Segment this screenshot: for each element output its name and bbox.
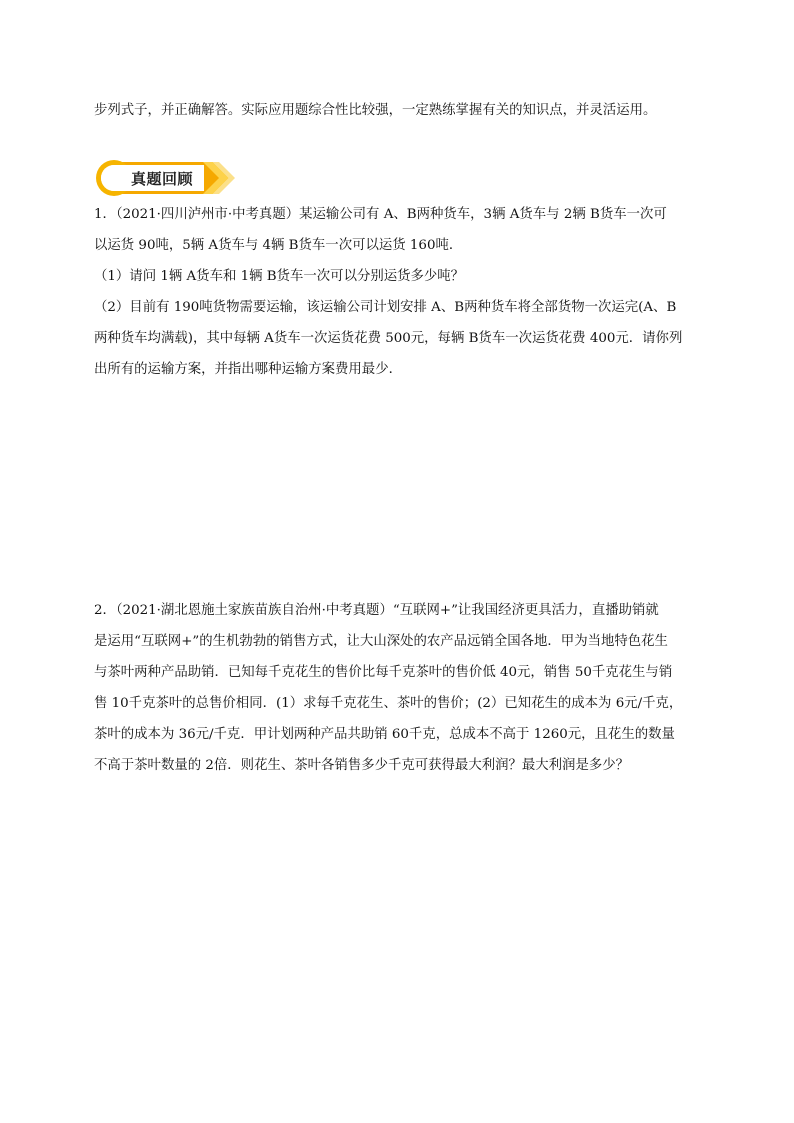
question-line: 不高于茶叶数量的 2倍．则花生、茶叶各销售多少千克可获得最大利润？最大利润是多少？ <box>94 758 630 773</box>
question-line: 以运货 90吨，5辆 A货车与 4辆 B货车一次可以运货 160吨． <box>94 238 463 253</box>
question-line: 两种货车均满载)，其中每辆 A货车一次运货花费 500元，每辆 B货车一次运货花费 400元．请你列 <box>94 331 683 346</box>
question-line: （2）目前有 190吨货物需要运输，该运输公司计划安排 A、B两种货车将全部货物一次运完(A、B <box>94 300 677 315</box>
question-line: 是运用“互联网+”的生机勃勃的销售方式，让大山深处的农产品远销全国各地．甲为当地特色花生 <box>94 634 668 649</box>
question-line: 2．（2021·湖北恩施土家族苗族自治州·中考真题）“互联网+”让我国经济更具活力，直播助销就 <box>94 603 659 618</box>
question-line: （1）请问 1辆 A货车和 1辆 B货车一次可以分别运货多少吨？ <box>94 269 465 284</box>
question-line: 出所有的运输方案，并指出哪种运输方案费用最少． <box>94 362 402 377</box>
section-banner <box>95 159 235 197</box>
question-line: 1．（2021·四川泸州市·中考真题）某运输公司有 A、B两种货车，3辆 A货车与 2辆 B货车一次可 <box>94 207 667 222</box>
question-line: 售 10千克茶叶的总售价相同．(1）求每千克花生、茶叶的售价；(2）已知花生的成本为 6元/千克， <box>94 696 683 711</box>
question-line: 与茶叶两种产品助销．已知每千克花生的售价比每千克茶叶的售价低 40元，销售 50千克花生与销 <box>94 665 673 680</box>
intro-text: 步列式子，并正确解答。实际应用题综合性比较强，一定熟练掌握有关的知识点，并灵活运用。 <box>94 103 657 118</box>
question-line: 茶叶的成本为 36元/千克．甲计划两种产品共助销 60千克，总成本不高于 1260元，且花生的数量 <box>94 727 675 742</box>
banner-label: 真题回顾 <box>131 170 194 188</box>
